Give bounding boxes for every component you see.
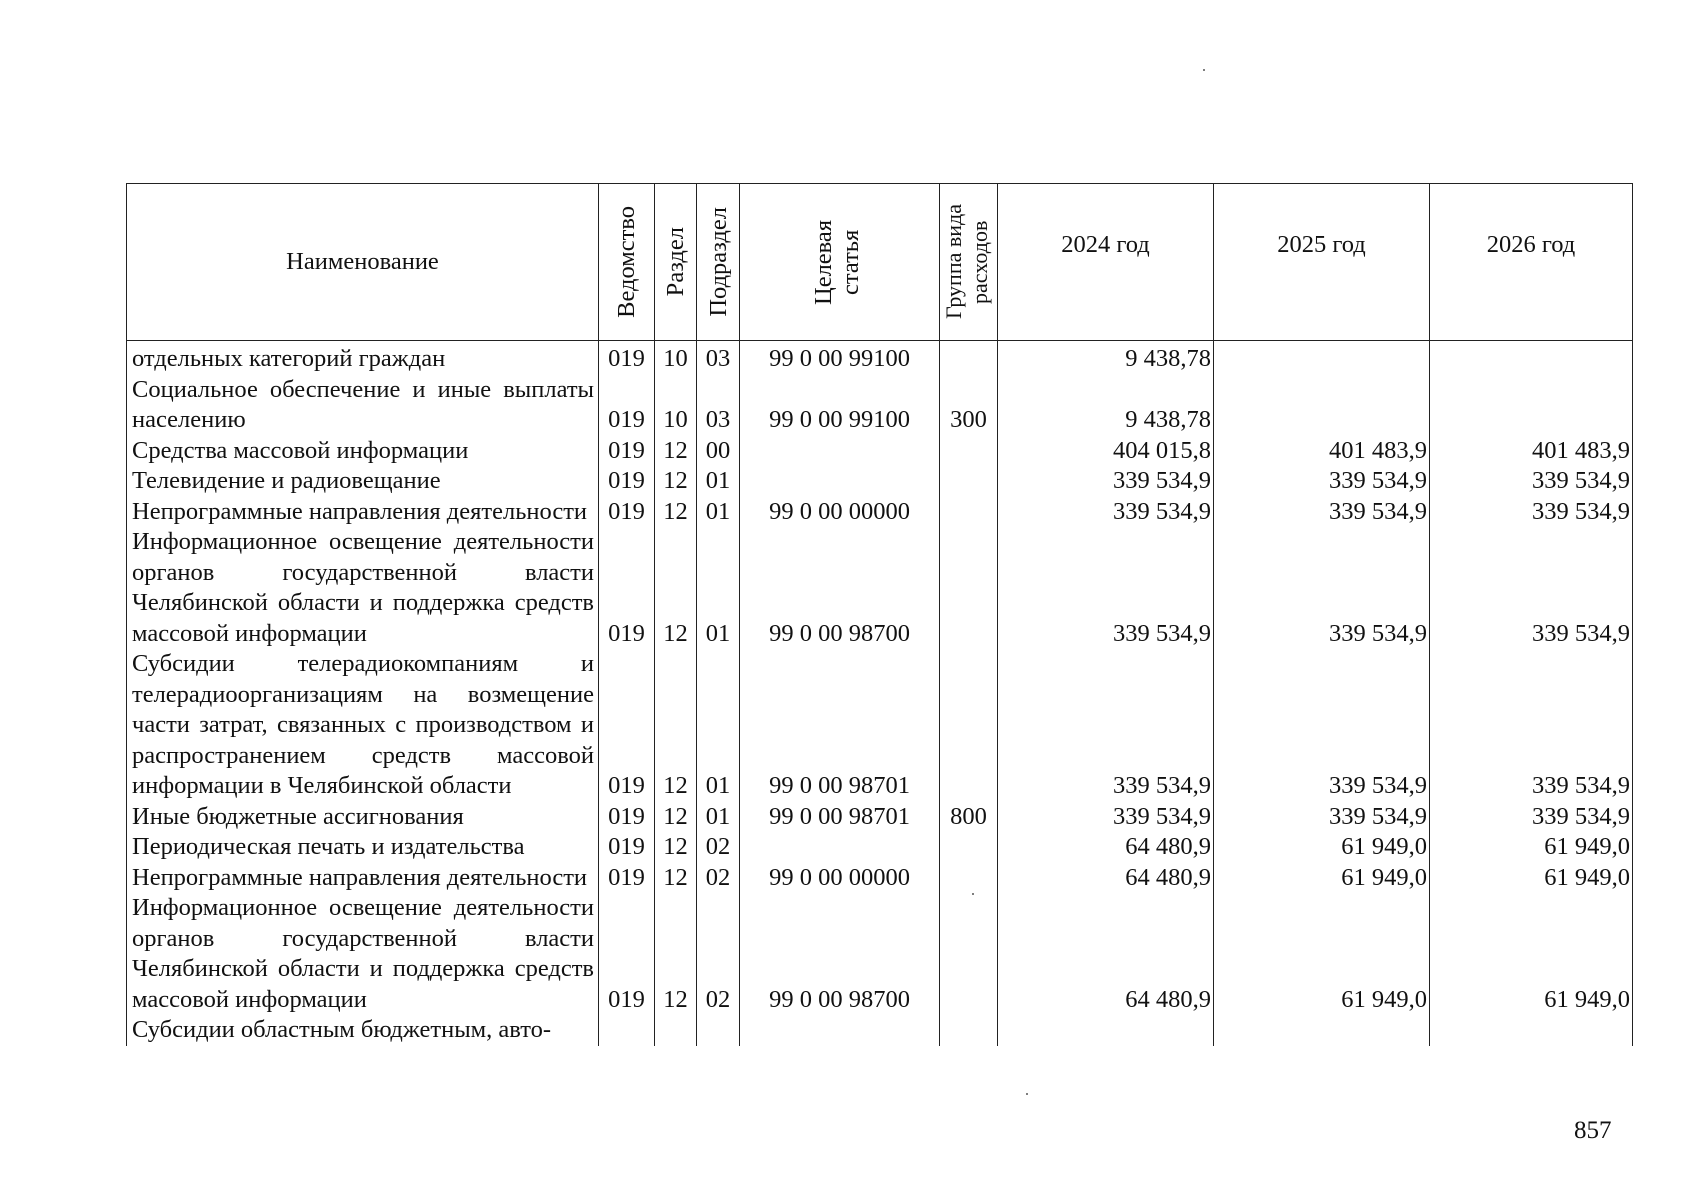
budget-table (126, 183, 1633, 1046)
row-value-2024: 339 534,9 (998, 466, 1214, 497)
row-value-2025: 339 534,9 (1214, 497, 1430, 528)
row-razdel: 12 (655, 527, 697, 649)
row-name: Телевидение и радиовещание (127, 466, 599, 497)
row-vedomstvo: 019 (599, 527, 655, 649)
row-celevaya: 99 0 00 98701 (740, 802, 940, 833)
row-value-2025: 61 949,0 (1214, 863, 1430, 894)
header-name: Наименование (127, 184, 599, 341)
scan-speck (1026, 1093, 1028, 1095)
row-gruppa: 300 (940, 375, 998, 436)
row-name: Информационное освещение деятельности органов государственной власти Челябинской области и поддержка средств массовой информации (127, 893, 599, 1015)
row-podrazdel: 02 (697, 893, 740, 1015)
row-gruppa (940, 341, 998, 375)
row-podrazdel: 01 (697, 649, 740, 802)
row-value-2024: 404 015,8 (998, 436, 1214, 467)
row-value-2025: 339 534,9 (1214, 466, 1430, 497)
row-podrazdel: 03 (697, 341, 740, 375)
row-podrazdel: 01 (697, 527, 740, 649)
row-gruppa (940, 497, 998, 528)
row-value-2024: 9 438,78 (998, 375, 1214, 436)
row-podrazdel: 01 (697, 497, 740, 528)
row-gruppa (940, 1015, 998, 1046)
table-row (127, 527, 1633, 649)
row-vedomstvo: 019 (599, 341, 655, 375)
table-row (127, 863, 1633, 894)
row-vedomstvo: 019 (599, 497, 655, 528)
row-razdel: 10 (655, 341, 697, 375)
row-vedomstvo: 019 (599, 436, 655, 467)
row-celevaya: 99 0 00 98701 (740, 649, 940, 802)
row-gruppa (940, 832, 998, 863)
row-gruppa (940, 436, 998, 467)
row-celevaya (740, 466, 940, 497)
row-name: Субсидии областным бюджетным, авто- (127, 1015, 599, 1046)
row-value-2024: 64 480,9 (998, 832, 1214, 863)
row-name: Периодическая печать и издательства (127, 832, 599, 863)
row-celevaya: 99 0 00 98700 (740, 893, 940, 1015)
header-2026: 2026 год (1430, 184, 1633, 341)
row-celevaya: 99 0 00 98700 (740, 527, 940, 649)
row-vedomstvo (599, 1015, 655, 1046)
scan-speck (1203, 69, 1205, 71)
row-podrazdel: 02 (697, 863, 740, 894)
row-name: Социальное обеспечение и иные выплаты населению (127, 375, 599, 436)
page-number: 857 (1574, 1117, 1612, 1144)
row-vedomstvo: 019 (599, 893, 655, 1015)
row-razdel (655, 1015, 697, 1046)
row-value-2026: 61 949,0 (1430, 863, 1633, 894)
row-value-2026: 339 534,9 (1430, 649, 1633, 802)
row-value-2024: 339 534,9 (998, 649, 1214, 802)
table-row (127, 436, 1633, 467)
table-row (127, 832, 1633, 863)
header-2024: 2024 год (998, 184, 1214, 341)
header-celevaya: Целевая статья (740, 184, 940, 341)
row-name: Непрограммные направления деятельности (127, 497, 599, 528)
row-name: отдельных категорий граждан (127, 341, 599, 375)
row-razdel: 10 (655, 375, 697, 436)
row-vedomstvo: 019 (599, 802, 655, 833)
row-razdel: 12 (655, 863, 697, 894)
row-podrazdel: 01 (697, 802, 740, 833)
row-value-2026: 339 534,9 (1430, 527, 1633, 649)
row-value-2025: 339 534,9 (1214, 802, 1430, 833)
row-value-2025 (1214, 375, 1430, 436)
row-podrazdel: 03 (697, 375, 740, 436)
row-value-2025: 339 534,9 (1214, 649, 1430, 802)
row-gruppa (940, 649, 998, 802)
row-celevaya (740, 832, 940, 863)
row-value-2026: 61 949,0 (1430, 893, 1633, 1015)
row-celevaya: 99 0 00 00000 (740, 497, 940, 528)
table-row (127, 375, 1633, 436)
row-celevaya: 99 0 00 99100 (740, 341, 940, 375)
row-value-2026: 401 483,9 (1430, 436, 1633, 467)
row-vedomstvo: 019 (599, 375, 655, 436)
table-row (127, 649, 1633, 802)
row-gruppa: 800 (940, 802, 998, 833)
row-value-2024: 339 534,9 (998, 497, 1214, 528)
header-2025: 2025 год (1214, 184, 1430, 341)
row-gruppa (940, 527, 998, 649)
row-value-2024: 339 534,9 (998, 802, 1214, 833)
header-vedomstvo: Ведомство (599, 184, 655, 341)
row-name: Субсидии телерадиокомпаниям и телерадиоорганизациям на возмещение части затрат, связанных с производством и распространением средств массовой информации в Челябинской области (127, 649, 599, 802)
row-value-2024: 64 480,9 (998, 863, 1214, 894)
table-row (127, 497, 1633, 528)
row-razdel: 12 (655, 436, 697, 467)
table-row (127, 893, 1633, 1015)
row-name: Средства массовой информации (127, 436, 599, 467)
row-razdel: 12 (655, 466, 697, 497)
row-name: Информационное освещение деятельности органов государственной власти Челябинской области и поддержка средств массовой информации (127, 527, 599, 649)
header-gruppa: Группа вида расходов (940, 184, 998, 341)
row-gruppa (940, 863, 998, 894)
header-razdel: Раздел (655, 184, 697, 341)
row-podrazdel: 01 (697, 466, 740, 497)
row-value-2025 (1214, 341, 1430, 375)
row-value-2025: 61 949,0 (1214, 893, 1430, 1015)
row-value-2026 (1430, 375, 1633, 436)
row-value-2025: 401 483,9 (1214, 436, 1430, 467)
row-podrazdel: 00 (697, 436, 740, 467)
row-celevaya: 99 0 00 99100 (740, 375, 940, 436)
row-gruppa (940, 466, 998, 497)
row-value-2025: 339 534,9 (1214, 527, 1430, 649)
row-value-2025: 61 949,0 (1214, 832, 1430, 863)
row-podrazdel (697, 1015, 740, 1046)
header-podrazdel: Подраздел (697, 184, 740, 341)
row-value-2026 (1430, 1015, 1633, 1046)
row-celevaya (740, 1015, 940, 1046)
row-value-2025 (1214, 1015, 1430, 1046)
row-razdel: 12 (655, 893, 697, 1015)
row-gruppa (940, 893, 998, 1015)
row-celevaya: 99 0 00 00000 (740, 863, 940, 894)
row-razdel: 12 (655, 649, 697, 802)
row-value-2026: 339 534,9 (1430, 497, 1633, 528)
row-razdel: 12 (655, 497, 697, 528)
row-vedomstvo: 019 (599, 863, 655, 894)
table-row (127, 802, 1633, 833)
row-value-2024: 64 480,9 (998, 893, 1214, 1015)
row-value-2026 (1430, 341, 1633, 375)
row-value-2026: 339 534,9 (1430, 802, 1633, 833)
row-podrazdel: 02 (697, 832, 740, 863)
row-celevaya (740, 436, 940, 467)
row-razdel: 12 (655, 802, 697, 833)
table-row (127, 1015, 1633, 1046)
row-name: Иные бюджетные ассигнования (127, 802, 599, 833)
table-header-row (127, 184, 1633, 341)
table-row (127, 466, 1633, 497)
row-name: Непрограммные направления деятельности (127, 863, 599, 894)
row-value-2024 (998, 1015, 1214, 1046)
row-value-2026: 61 949,0 (1430, 832, 1633, 863)
row-razdel: 12 (655, 832, 697, 863)
row-vedomstvo: 019 (599, 649, 655, 802)
row-value-2024: 9 438,78 (998, 341, 1214, 375)
table-row (127, 341, 1633, 375)
row-vedomstvo: 019 (599, 832, 655, 863)
row-value-2026: 339 534,9 (1430, 466, 1633, 497)
row-vedomstvo: 019 (599, 466, 655, 497)
row-value-2024: 339 534,9 (998, 527, 1214, 649)
